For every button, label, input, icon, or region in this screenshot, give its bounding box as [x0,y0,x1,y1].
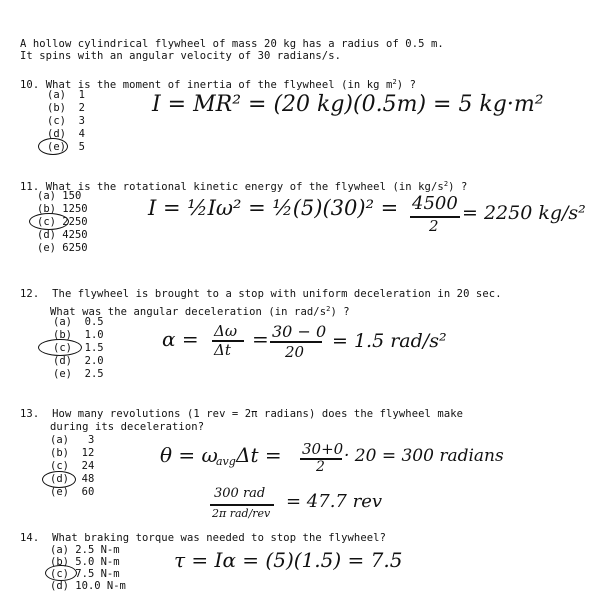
q12-denominator: 20 [285,343,305,361]
q13-option-c[interactable]: (c) 24 [50,460,95,472]
question-14-prompt: 14. What braking torque was needed to stop the flywheel? [20,532,387,544]
question-10-prompt: 10. What is the moment of inertia of the flywheel (in kg $m^2$) ? [20,78,417,91]
q10-option-d[interactable]: (d) 4 [47,128,85,140]
q11-option-a[interactable]: (a) 150 [37,190,82,202]
q13-conversion-bar [210,504,274,506]
question-13-prompt-line-1: 13. How many revolutions (1 rev = 2π radians) does the flywheel make [20,408,464,420]
q13-delta-t: Δt = [236,443,282,467]
q10-handwritten-work: I = MR² = (20 kg)(0.5m) = 5 kg·m² [152,92,544,117]
question-12-prompt-line-1: 12. The flywheel is brought to a stop with uniform deceleration in 20 sec. [20,288,502,300]
q11-option-c[interactable]: (c) 2250 [37,216,88,228]
q12-alpha-label: α = [162,327,199,351]
q13-option-e[interactable]: (e) 60 [50,486,95,498]
q11-option-e[interactable]: (e) 6250 [37,242,88,254]
q14-option-b[interactable]: (b) 5.0 N-m [50,556,120,568]
q13-option-b[interactable]: (b) 12 [50,447,95,459]
q13-conversion-denominator: 2π rad/rev [212,507,271,520]
q10-option-e[interactable]: (e) 5 [47,141,85,153]
q14-option-d[interactable]: (d) 10.0 N-m [50,580,126,592]
q11-option-d[interactable]: (d) 4250 [37,229,88,241]
q12-equals: = [252,327,269,351]
q11-fraction-numerator: 4500 [412,193,458,214]
q13-avg-subscript: avg [216,455,236,468]
q12-option-d[interactable]: (d) 2.0 [53,355,104,367]
q10-option-c[interactable]: (c) 3 [47,115,85,127]
answer-circle-q11 [29,213,69,230]
q12-delta-t: Δt [214,341,231,359]
q13-theta-label: θ = ω [160,443,218,467]
q12-delta-omega: Δω [214,322,238,340]
intro-line-2: It spins with an angular velocity of 30 radians/s. [20,50,342,62]
q14-option-a[interactable]: (a) 2.5 N-m [50,544,120,556]
q14-handwritten-work: τ = Iα = (5)(1.5) = 7.5 [174,548,403,572]
q12-numerator: 30 − 0 [272,322,327,341]
q10-option-a[interactable]: (a) 1 [47,89,85,101]
q10-option-b[interactable]: (b) 2 [47,102,85,114]
q14-option-c[interactable]: (c) 7.5 N-m [50,568,120,580]
question-12-prompt-line-2: What was the angular deceleration (in rad/$s^2$) ? [50,305,350,318]
q13-revolutions-result: = 47.7 rev [286,491,383,512]
q13-handwritten-result: · 20 = 300 radians [344,446,504,466]
q13-option-d[interactable]: (d) 48 [50,473,95,485]
q12-option-c[interactable]: (c) 1.5 [53,342,104,354]
q13-conversion-numerator: 300 rad [214,486,266,501]
answer-circle-q12 [38,339,82,356]
q13-numerator: 30+0 [302,440,344,458]
answer-circle-q14 [45,565,77,581]
question-11-prompt: 11. What is the rotational kinetic energy of the flywheel (in $kg/s^2$) ? [20,180,468,193]
intro-line-1: A hollow cylindrical flywheel of mass 20 kg has a radius of 0.5 m. [20,38,444,50]
q13-denominator: 2 [316,459,325,475]
q11-fraction-denominator: 2 [429,217,439,235]
q12-option-b[interactable]: (b) 1.0 [53,329,104,341]
q12-handwritten-result: = 1.5 rad/s² [332,330,447,352]
question-13-prompt-line-2: during its deceleration? [50,421,205,433]
answer-circle-q13 [42,471,76,488]
q11-handwritten-result: = 2250 kg/s² [462,202,586,224]
q12-option-e[interactable]: (e) 2.5 [53,368,104,380]
q11-handwritten-work: I = ½Iω² = ½(5)(30)² = [148,196,399,220]
answer-circle-q10 [38,138,68,155]
q12-option-a[interactable]: (a) 0.5 [53,316,104,328]
q13-option-a[interactable]: (a) 3 [50,434,95,446]
q11-option-b[interactable]: (b) 1250 [37,203,88,215]
